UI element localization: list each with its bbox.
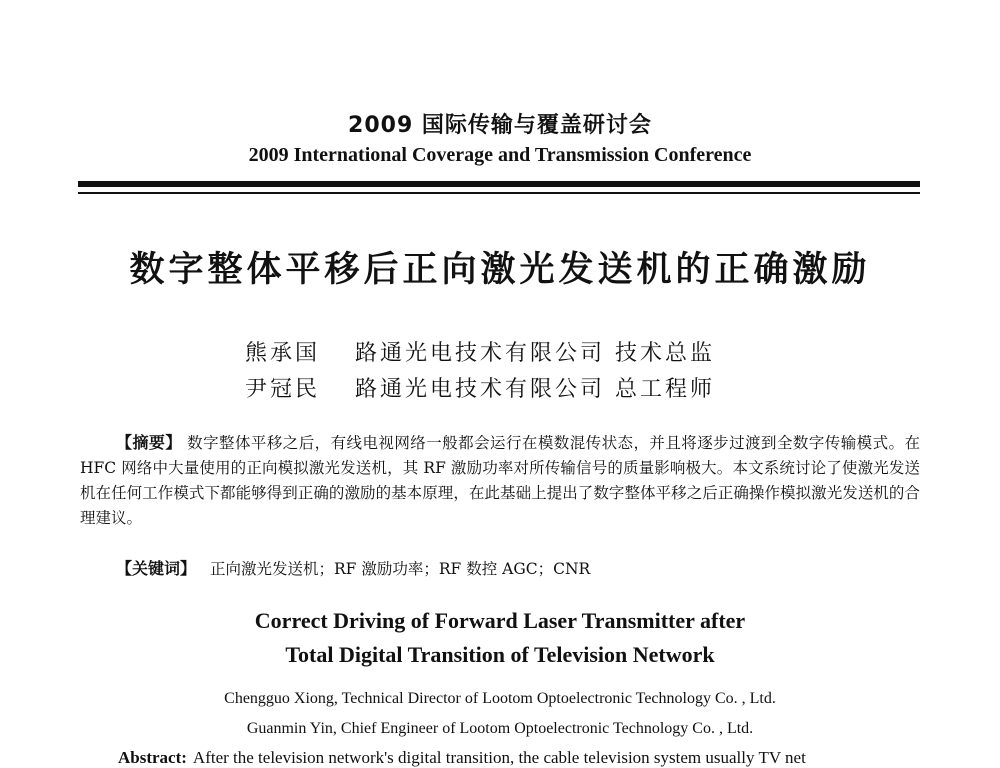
abstract-en-text: After the television network's digital transition, the cable television system usually TV net — [192, 748, 806, 767]
abstract-cn — [80, 430, 920, 531]
paper-title-en-line-2: Total Digital Transition of Television Network — [285, 642, 715, 667]
paper-title-en-line-1: Correct Driving of Forward Laser Transmitter after — [254, 608, 746, 633]
header-rule-thin — [78, 192, 920, 194]
abstract-en-label: Abstract: — [118, 748, 187, 767]
conference-title-cn: 2009 国际传输与覆盖研讨会 — [348, 113, 652, 138]
abstract-cn-label: 【摘要】 — [116, 433, 182, 452]
keywords-label: 【关键词】 — [116, 559, 197, 578]
author-affiliation: 路通光电技术有限公司 技术总监 — [355, 341, 715, 366]
abstract-cn-text: 数字整体平移之后，有线电视网络一般都会运行在模数混传状态，并且将逐步过渡到全数字传输模式。在 HFC 网络中大量使用的正向模拟激光发送机，其 RF 激励功率对所传输信号的质量影响极大。本文系统讨论了使激光发送机在任何工作模式下都能够得到正确的激励的基本原理，在此基础上提出了数字整体平移之后正确操作模拟激光发送机的合理建议。 — [80, 434, 920, 527]
author-affiliation: 路通光电技术有限公司 总工程师 — [355, 377, 715, 402]
author-line-1 — [245, 336, 715, 367]
conference-title-en: 2009 International Coverage and Transmission Conference — [248, 144, 752, 166]
header-rule-thick — [78, 181, 920, 187]
author-name: 尹冠民 — [245, 377, 321, 402]
paper-title-en — [0, 604, 1000, 672]
author-en-1: Chengguo Xiong, Technical Director of Lootom Optoelectronic Technology Co. , Ltd. — [224, 690, 776, 707]
keywords — [116, 556, 590, 579]
paper-title-cn: 数字整体平移后正向激光发送机的正确激励 — [129, 250, 871, 290]
author-en-2: Guanmin Yin, Chief Engineer of Lootom Optoelectronic Technology Co. , Ltd. — [246, 720, 754, 737]
author-line-2 — [245, 372, 715, 403]
author-name: 熊承国 — [245, 341, 321, 366]
abstract-en — [118, 748, 806, 768]
keywords-text: 正向激光发送机；RF 激励功率；RF 数控 AGC；CNR — [210, 560, 591, 578]
